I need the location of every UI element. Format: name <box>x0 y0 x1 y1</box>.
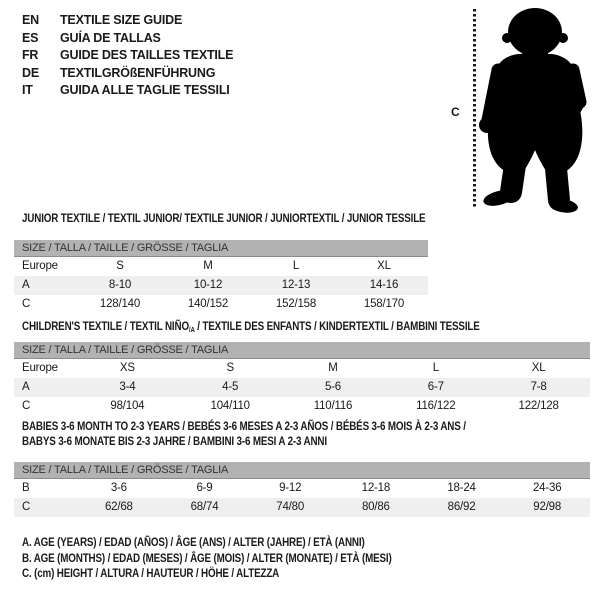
age-cell: 3-4 <box>119 381 136 393</box>
row-label: Europe <box>22 260 58 272</box>
table-row-age-months <box>14 479 590 498</box>
measurement-legend <box>22 535 473 582</box>
age-cell: 9-12 <box>279 482 302 494</box>
height-cell: 92/98 <box>533 501 562 513</box>
language-row-de <box>22 65 233 83</box>
height-cell: 116/122 <box>416 400 456 412</box>
row-label: C <box>22 501 31 513</box>
age-cell: 10-12 <box>193 279 223 291</box>
babies-title-line1: BABIES 3-6 MONTH TO 2-3 YEARS / BEBÉS 3-6 MESES A 2-3 AÑOS / BÉBÉS 3-6 MOIS À 2-3 ANS / <box>22 419 466 433</box>
size-header-bar: SIZE / TALLA / TAILLE / GRÖSSE / TAGLIA <box>14 342 590 359</box>
children-title-sub: /A <box>188 324 195 334</box>
language-code: EN <box>22 13 39 27</box>
language-label: TEXTILGRÖßENFÜHRUNG <box>60 65 216 80</box>
height-cell: 158/170 <box>363 298 405 310</box>
age-cell: 14-16 <box>369 279 399 291</box>
size-cell: L <box>432 362 439 374</box>
size-cell: M <box>203 260 213 272</box>
age-cell: 12-18 <box>361 482 391 494</box>
legend-line-a: A. AGE (YEARS) / EDAD (AÑOS) / ÂGE (ANS) / ALTER (JAHRE) / ETÀ (ANNI) <box>22 535 365 549</box>
age-cell: 5-6 <box>324 381 341 393</box>
junior-table-title: JUNIOR TEXTILE / TEXTIL JUNIOR/ TEXTILE JUNIOR / JUNIORTEXTIL / JUNIOR TESSILE <box>22 211 426 225</box>
children-title-pre: CHILDREN'S TEXTILE / TEXTIL NIÑO <box>22 319 189 333</box>
language-label: GUÍA DE TALLAS <box>60 30 161 45</box>
size-cell: S <box>226 362 234 374</box>
row-label: A <box>22 279 30 291</box>
height-cell: 80/86 <box>361 501 390 513</box>
table-row-europe <box>14 257 428 276</box>
babies-title-line2: BABYS 3-6 MONATE BIS 2-3 JAHRE / BAMBINI 3-6 MESI A 2-3 ANNI <box>22 434 327 448</box>
height-measure-dotted-line <box>473 9 476 207</box>
age-cell: 7-8 <box>530 381 547 393</box>
size-cell: XL <box>377 260 391 272</box>
table-row-height <box>14 498 590 517</box>
height-cell: 122/128 <box>518 400 559 412</box>
babies-size-table <box>14 462 590 517</box>
height-cell: 68/74 <box>190 501 219 513</box>
legend-line-b: B. AGE (MONTHS) / EDAD (MESES) / ÂGE (MOIS) / ALTER (MONATE) / ETÀ (MESI) <box>22 550 392 565</box>
measure-label-c: C <box>451 105 460 119</box>
row-label: A <box>22 381 30 393</box>
size-cell: XS <box>119 362 135 374</box>
size-header-bar: SIZE / TALLA / TAILLE / GRÖSSE / TAGLIA <box>14 462 590 479</box>
height-cell: 98/104 <box>110 400 145 412</box>
age-cell: 4-5 <box>222 381 239 393</box>
children-table-title <box>22 319 480 334</box>
language-row-it <box>22 82 233 100</box>
language-list <box>22 12 233 100</box>
language-code: FR <box>22 48 39 62</box>
size-cell: S <box>116 260 124 272</box>
junior-size-table <box>14 240 428 314</box>
height-cell: 110/116 <box>313 400 353 412</box>
baby-silhouette-icon <box>478 6 594 214</box>
size-cell: M <box>328 362 338 374</box>
table-row-europe <box>14 359 590 378</box>
age-cell: 24-36 <box>532 482 562 494</box>
table-row-height <box>14 397 590 416</box>
language-code: IT <box>22 83 33 97</box>
size-cell: L <box>292 260 300 272</box>
children-size-table <box>14 342 590 416</box>
language-code: ES <box>22 30 39 45</box>
age-cell: 3-6 <box>110 482 127 494</box>
height-cell: 152/158 <box>275 298 317 310</box>
height-cell: 128/140 <box>99 298 141 310</box>
language-row-en <box>22 12 233 30</box>
size-cell: XL <box>531 362 546 374</box>
table-row-height <box>14 295 428 314</box>
height-cell: 104/110 <box>210 400 250 412</box>
row-label: Europe <box>22 362 58 374</box>
age-cell: 8-10 <box>108 279 132 291</box>
height-cell: 86/92 <box>447 501 476 513</box>
legend-line-c: C. (cm) HEIGHT / ALTURA / HAUTEUR / HÖHE / ALTEZZA <box>22 566 280 580</box>
row-label: C <box>22 298 31 310</box>
babies-table-title <box>22 419 466 449</box>
age-cell: 12-13 <box>281 279 311 291</box>
language-label: GUIDE DES TAILLES TEXTILE <box>60 48 234 62</box>
size-header-bar: SIZE / TALLA / TAILLE / GRÖSSE / TAGLIA <box>14 240 428 257</box>
height-cell: 62/68 <box>104 501 133 513</box>
row-label: C <box>22 400 31 412</box>
language-label: GUIDA ALLE TAGLIE TESSILI <box>60 83 230 97</box>
table-row-age <box>14 276 428 295</box>
language-label: TEXTILE SIZE GUIDE <box>60 13 183 27</box>
table-row-age <box>14 378 590 397</box>
children-title-post: / TEXTILE DES ENFANTS / KINDERTEXTIL / BAMBINI TESSILE <box>194 319 480 333</box>
height-cell: 140/152 <box>187 298 229 310</box>
language-row-es <box>22 30 233 48</box>
row-label: B <box>22 482 30 494</box>
language-code: DE <box>22 65 39 80</box>
age-cell: 18-24 <box>447 482 476 494</box>
height-cell: 74/80 <box>276 501 305 513</box>
age-cell: 6-7 <box>427 381 444 393</box>
age-cell: 6-9 <box>196 482 213 494</box>
language-row-fr <box>22 47 233 65</box>
